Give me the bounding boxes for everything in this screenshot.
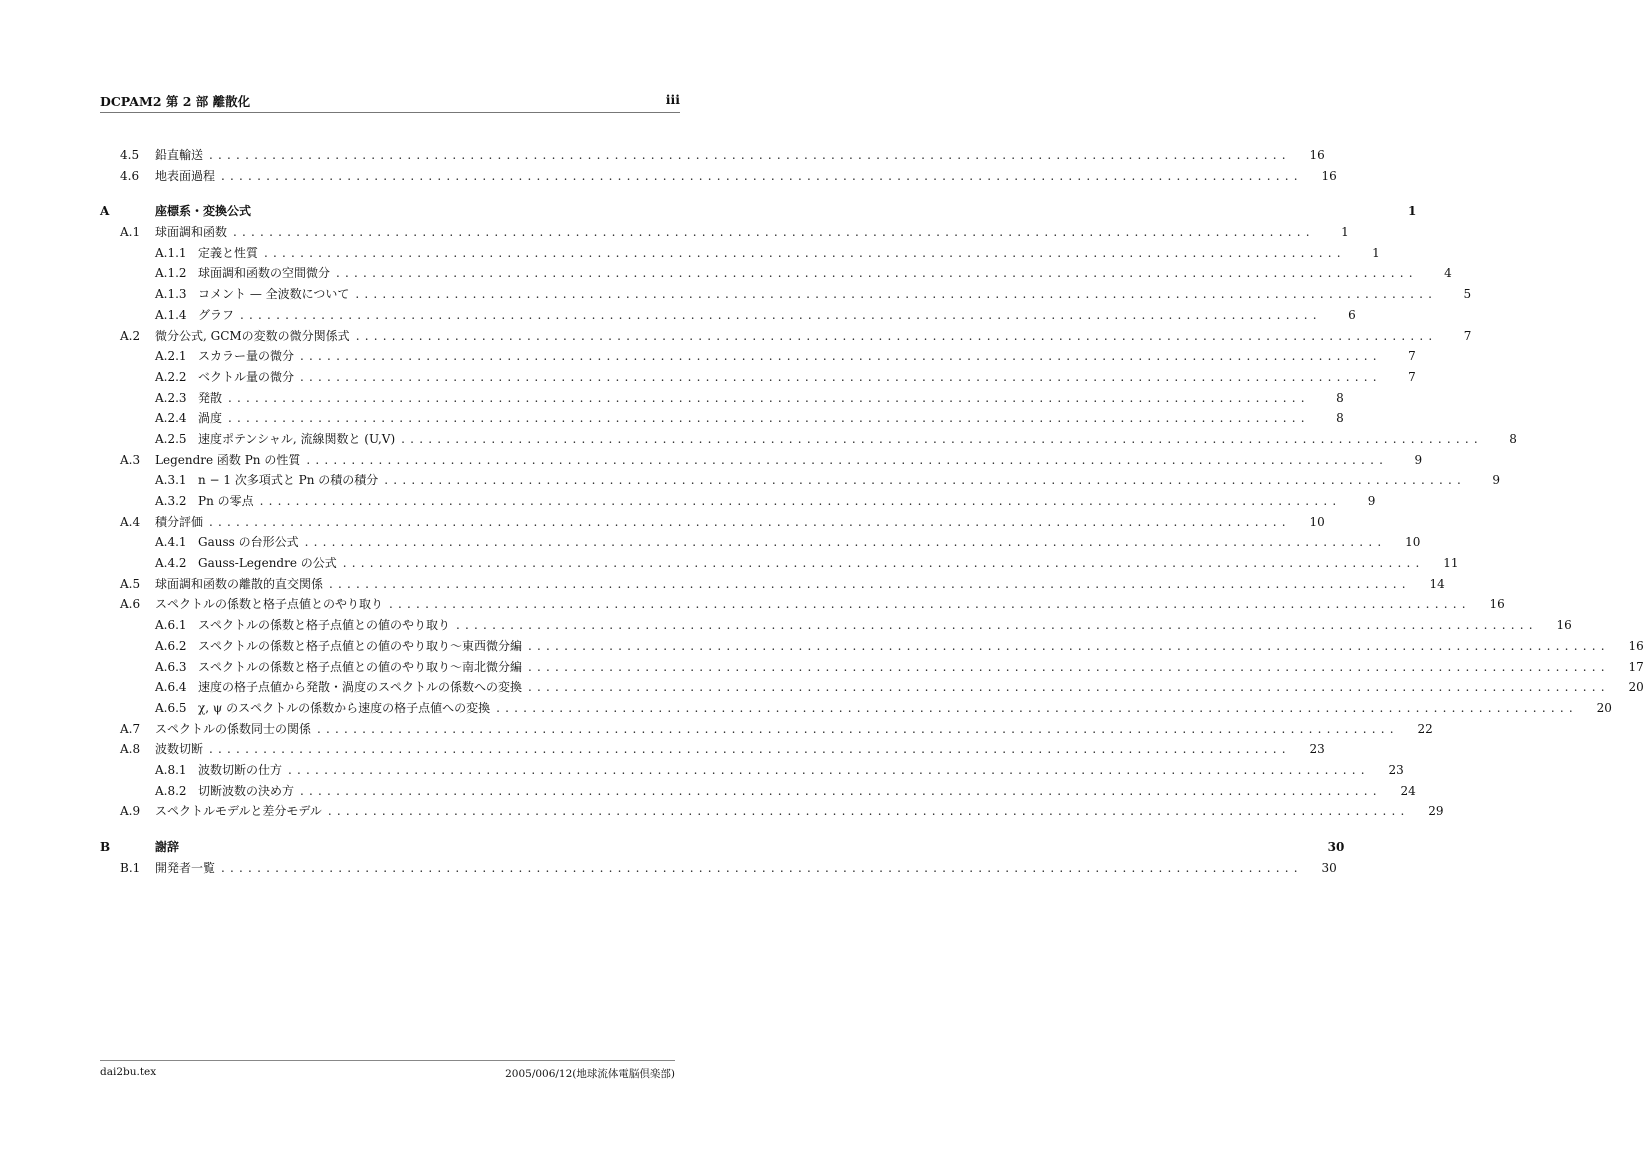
toc-subsection[interactable] (100, 781, 1416, 802)
toc-title: スペクトルの係数同士の関係 (155, 721, 312, 736)
toc-leader-dots: ........................................................................................................................ (342, 556, 1425, 571)
toc-leader-dots: ........................................................................................................................ (355, 287, 1438, 302)
toc-page: 24 (1400, 783, 1416, 798)
toc-leader-dots: ........................................................................................................................ (496, 700, 1578, 715)
toc-section[interactable] (100, 326, 1472, 347)
toc-title: 微分公式, GCMの変数の微分関係式 (155, 328, 350, 343)
toc-chapter[interactable] (100, 201, 1417, 222)
toc-section[interactable] (100, 222, 1349, 243)
toc-subsection[interactable] (100, 677, 1644, 698)
toc-title: 積分評価 (155, 514, 204, 529)
toc-section[interactable] (100, 574, 1445, 595)
toc-subsection[interactable] (100, 388, 1344, 409)
toc-page: 5 (1463, 287, 1472, 302)
toc-subsection[interactable] (100, 615, 1572, 636)
toc-number: A.6 (120, 597, 141, 612)
toc-number: A.1.2 (155, 266, 187, 281)
page-number: iii (665, 92, 680, 107)
page-footer (100, 1060, 675, 1080)
toc-number: A.1.1 (155, 245, 187, 260)
toc-leader-dots: ........................................................................................................................ (209, 742, 1291, 757)
toc-number: A.6.4 (155, 680, 187, 695)
toc-title: スペクトルの係数と格子点値との値のやり取り (198, 618, 451, 633)
toc-leader-dots: ........................................................................................................................ (528, 638, 1610, 653)
toc-page: 14 (1429, 576, 1445, 591)
toc-leader-dots: ........................................................................................................................ (264, 245, 1346, 260)
toc-number: A.5 (120, 576, 141, 591)
toc-number: A.8.2 (155, 783, 187, 798)
toc-subsection[interactable] (100, 429, 1517, 450)
toc-number: A.3.2 (155, 494, 187, 508)
toc-title: 球面調和函数の離散的直交関係 (155, 576, 324, 591)
toc-section[interactable] (100, 166, 1337, 187)
toc-leader-dots: ........................................................................................................................ (528, 680, 1610, 695)
toc-page: 10 (1309, 514, 1325, 529)
toc-number: A.2.1 (155, 349, 187, 364)
toc-leader-dots: ........................................................................................................................ (221, 860, 1303, 875)
toc-title: 速度の格子点値から発散・渦度のスペクトルの係数への変換 (198, 680, 523, 695)
toc-section[interactable] (100, 594, 1505, 615)
toc-leader-dots: ........................................................................................................................ (240, 307, 1322, 322)
toc-title: 定義と性質 (198, 245, 259, 260)
toc-page: 30 (1321, 860, 1337, 875)
toc-page: 20 (1596, 700, 1612, 715)
toc-title: スペクトルの係数と格子点値との値のやり取り〜東西微分編 (198, 638, 523, 653)
toc-page: 8 (1509, 431, 1517, 446)
toc-title: n − 1 次多項式と Pn の積の積分 (198, 473, 379, 488)
toc-leader-dots: ........................................................................................................................ (209, 148, 1291, 162)
page-header (100, 92, 680, 113)
toc-subsection[interactable] (100, 408, 1344, 429)
toc-section[interactable] (100, 801, 1444, 822)
toc-subsection[interactable] (100, 491, 1376, 512)
toc-leader-dots: ........................................................................................................................ (306, 452, 1389, 467)
toc-subsection[interactable] (100, 698, 1612, 719)
toc-leader-dots: ........................................................................................................................ (336, 266, 1418, 281)
toc-title: 球面調和函数 (155, 225, 228, 240)
toc-page: 1 (1407, 204, 1417, 219)
toc-leader-dots: ........................................................................................................................ (384, 473, 1467, 488)
toc-title: Gauss-Legendre の公式 (198, 556, 337, 571)
toc-title: スカラー量の微分 (198, 349, 295, 364)
toc-number: A.2 (120, 328, 141, 343)
toc-page: 16 (1556, 618, 1572, 633)
toc-number: A.1.4 (155, 307, 187, 322)
toc-subsection[interactable] (100, 263, 1452, 284)
toc-subsection[interactable] (100, 532, 1421, 553)
toc-subsection[interactable] (100, 760, 1404, 781)
toc-number: 4.5 (120, 148, 140, 162)
toc-number: A (100, 204, 110, 219)
toc-title: 地表面過程 (155, 168, 216, 183)
toc-subsection[interactable] (100, 284, 1472, 305)
footer-filename: dai2bu.tex (100, 1066, 157, 1078)
toc-leader-dots: ........................................................................................................................ (528, 659, 1610, 674)
toc-number: A.6.5 (155, 700, 187, 715)
toc-page: 29 (1428, 804, 1444, 819)
toc-title: スペクトルモデルと差分モデル (155, 804, 322, 819)
toc-leader-dots: ........................................................................................................................ (327, 804, 1410, 819)
toc-subsection[interactable] (100, 346, 1416, 367)
toc-section[interactable] (100, 450, 1423, 471)
toc-number: A.2.5 (155, 431, 187, 446)
toc-page: 6 (1348, 307, 1356, 322)
toc-section[interactable] (100, 512, 1325, 533)
toc-number: 4.6 (120, 168, 140, 183)
footer-date: 2005/006/12(地球流体電脳倶楽部) (505, 1068, 675, 1080)
toc-page: 8 (1336, 411, 1344, 426)
toc-page: 17 (1628, 659, 1644, 674)
toc-leader-dots: ........................................................................................................................ (401, 431, 1483, 446)
toc-number: A.8.1 (155, 762, 187, 777)
toc-number: A.6.3 (155, 659, 187, 674)
toc-leader-dots: ........................................................................................................................ (300, 369, 1382, 384)
toc-page: 23 (1309, 742, 1325, 757)
header-title: DCPAM2 第 2 部 離散化 (100, 94, 251, 109)
toc-leader-dots: ........................................................................................................................ (300, 349, 1382, 364)
toc-number: A.4.2 (155, 556, 187, 571)
toc-number: A.8 (120, 742, 141, 757)
toc-title: Pn の零点 (198, 494, 254, 508)
toc-leader-dots: ........................................................................................................................ (317, 721, 1399, 736)
toc-title: コメント — 全波数について (198, 287, 350, 302)
toc-title: χ, ψ のスペクトルの係数から速度の格子点値への変換 (198, 700, 491, 715)
toc-title: 座標系・変換公式 (155, 204, 252, 219)
toc-page: 7 (1463, 328, 1472, 343)
toc-title: 切断波数の決め方 (198, 783, 295, 798)
toc-leader-dots: ........................................................................................................................ (355, 328, 1438, 343)
toc-page: 8 (1336, 390, 1344, 405)
toc-leader-dots: ........................................................................................................................ (221, 168, 1303, 183)
toc-title: ベクトル量の微分 (198, 369, 295, 384)
toc-page: 1 (1372, 245, 1380, 260)
toc-page: 16 (1321, 168, 1337, 183)
toc-subsection[interactable] (100, 657, 1644, 678)
toc-leader-dots: ........................................................................................................................ (228, 390, 1310, 405)
toc-leader-dots: ........................................................................................................................ (259, 494, 1342, 508)
toc-title: 速度ポテンシャル, 流線関数と (U,V) (198, 431, 396, 446)
toc-title: Gauss の台形公式 (198, 535, 299, 550)
toc-number: A.9 (120, 804, 141, 819)
toc-section[interactable] (100, 719, 1433, 740)
toc-leader-dots: ........................................................................................................................ (329, 576, 1411, 591)
toc-subsection[interactable] (100, 470, 1501, 491)
toc-title: 波数切断 (155, 742, 204, 757)
toc-subsection[interactable] (100, 553, 1459, 574)
toc-title: 球面調和函数の空間微分 (198, 266, 331, 281)
toc-leader-dots: ........................................................................................................................ (233, 225, 1315, 240)
toc-page: 4 (1444, 266, 1452, 281)
toc-section[interactable] (100, 858, 1337, 879)
toc-page: 7 (1408, 349, 1416, 364)
toc-page: 10 (1405, 535, 1421, 550)
toc-leader-dots: ........................................................................................................................ (288, 762, 1370, 777)
toc-number: A.3 (120, 452, 141, 467)
toc-page: 9 (1367, 494, 1376, 508)
toc-number: A.6.2 (155, 638, 187, 653)
toc-page: 7 (1408, 369, 1416, 384)
toc-number: A.6.1 (155, 618, 187, 633)
toc-subsection[interactable] (100, 636, 1644, 657)
toc-page: 9 (1492, 473, 1501, 488)
toc-number: B.1 (120, 860, 141, 875)
toc-section[interactable] (100, 145, 1325, 166)
toc-page: 9 (1414, 452, 1423, 467)
toc-page: 20 (1628, 680, 1644, 695)
toc-number: A.3.1 (155, 473, 187, 488)
toc-chapter[interactable] (100, 837, 1345, 858)
toc-leader-dots: ........................................................................................................................ (209, 514, 1291, 529)
toc-number: A.2.2 (155, 369, 187, 384)
toc-title: 波数切断の仕方 (198, 762, 283, 777)
toc-subsection[interactable] (100, 305, 1356, 326)
toc-title: 発散 (198, 390, 223, 405)
toc-number: A.2.3 (155, 390, 187, 405)
toc-title: 渦度 (198, 411, 223, 426)
toc-title: 鉛直輸送 (155, 148, 204, 162)
toc-number: A.2.4 (155, 411, 187, 426)
toc-leader-dots: ........................................................................................................................ (304, 535, 1387, 550)
toc-subsection[interactable] (100, 243, 1380, 264)
toc-title: グラフ (198, 307, 235, 322)
toc-title: スペクトルの係数と格子点値とのやり取り (155, 597, 384, 612)
toc-page: 16 (1309, 148, 1325, 162)
toc-leader-dots: ........................................................................................................................ (389, 597, 1471, 612)
toc-title: スペクトルの係数と格子点値との値のやり取り〜南北微分編 (198, 659, 523, 674)
toc-page: 16 (1628, 638, 1644, 653)
toc-page: 11 (1443, 556, 1459, 571)
table-of-contents (100, 145, 1644, 878)
toc-number: A.4.1 (155, 535, 187, 550)
toc-page: 1 (1341, 225, 1349, 240)
toc-title: 謝辞 (155, 840, 180, 854)
toc-leader-dots: ........................................................................................................................ (456, 618, 1538, 633)
toc-number: A.7 (120, 721, 141, 736)
toc-number: A.1 (120, 225, 141, 240)
toc-subsection[interactable] (100, 367, 1416, 388)
toc-leader-dots: ........................................................................................................................ (228, 411, 1310, 426)
toc-page: 23 (1388, 762, 1404, 777)
toc-leader-dots: ........................................................................................................................ (300, 783, 1382, 798)
toc-section[interactable] (100, 739, 1325, 760)
toc-title: Legendre 函数 Pn の性質 (155, 452, 301, 467)
toc-page: 16 (1489, 597, 1505, 612)
toc-page: 30 (1327, 840, 1345, 854)
toc-number: B (100, 840, 111, 854)
toc-number: A.4 (120, 514, 141, 529)
toc-number: A.1.3 (155, 287, 187, 302)
toc-title: 開発者一覧 (155, 860, 216, 875)
toc-page: 22 (1417, 721, 1433, 736)
